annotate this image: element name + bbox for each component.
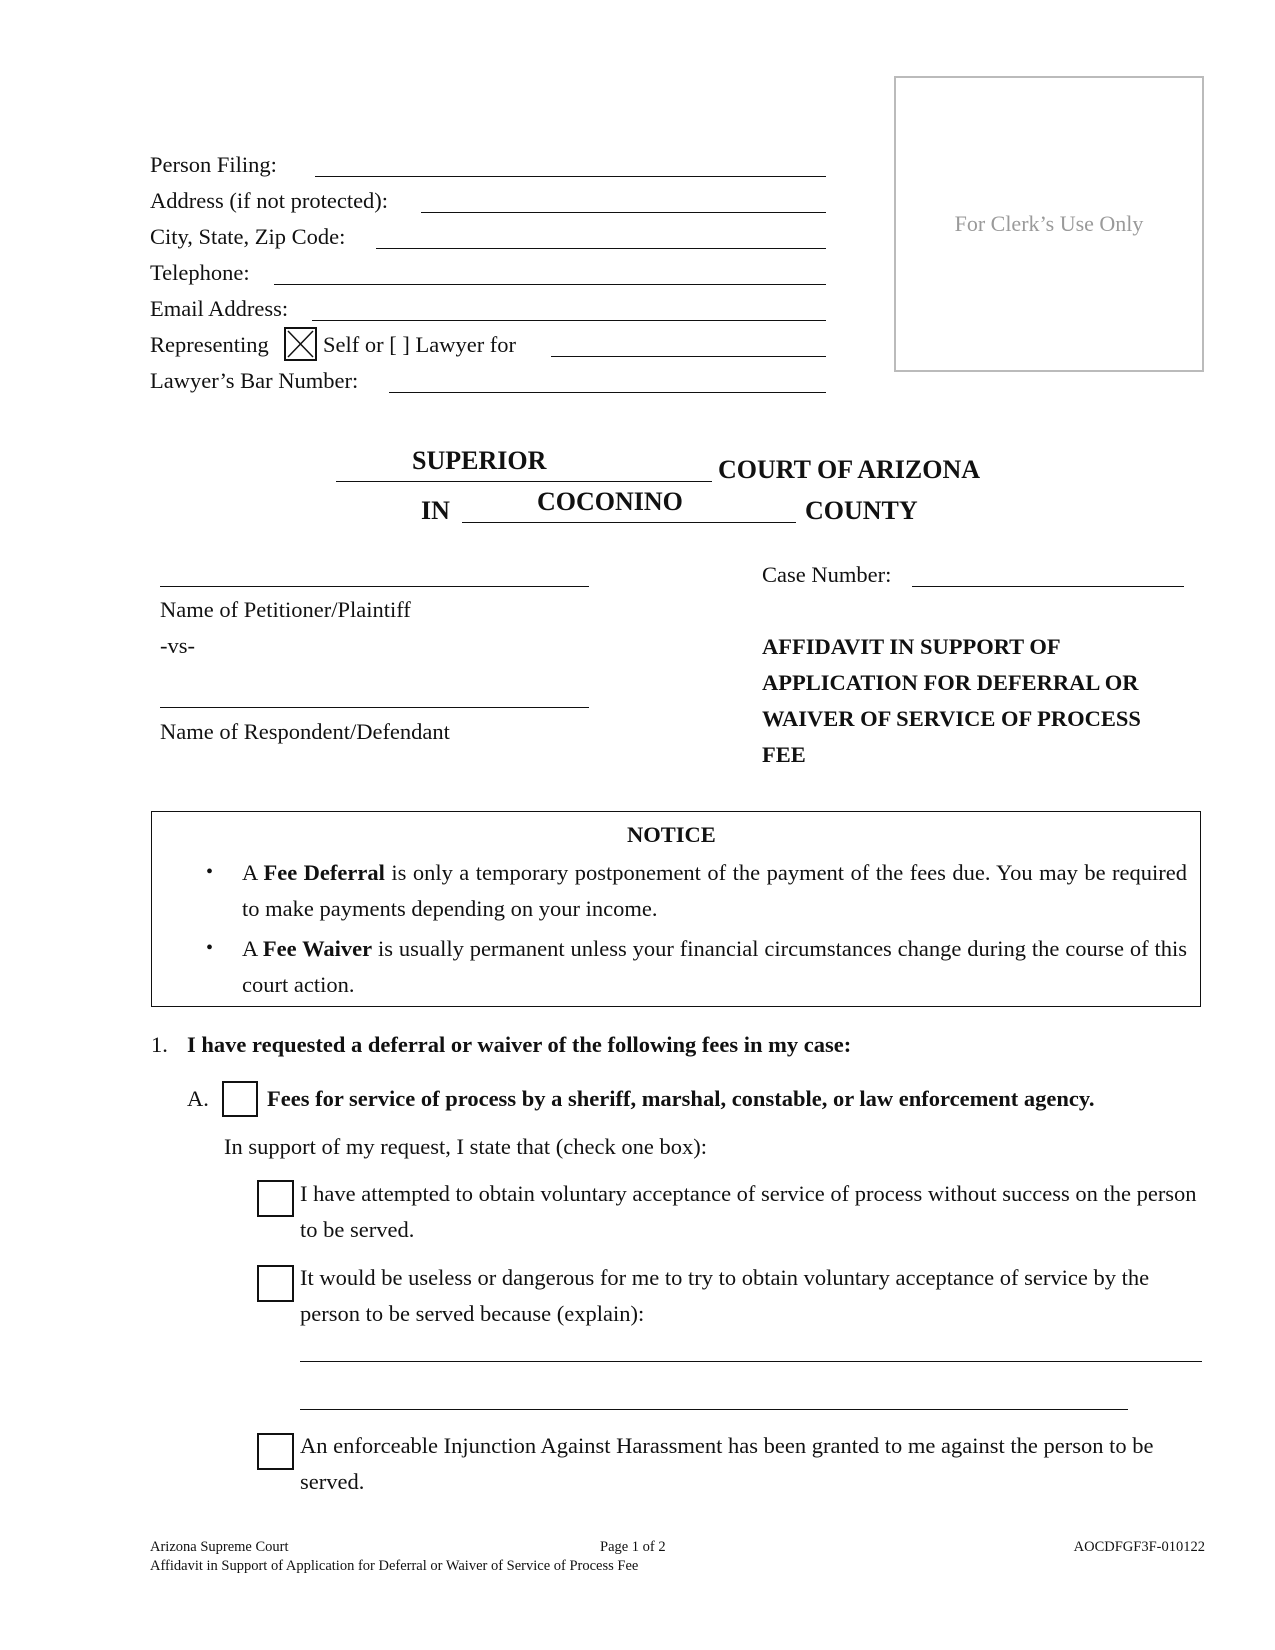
useless-dangerous-text: It would be useless or dangerous for me to try to obtain voluntary acceptance of service by the person to be served because (explain):: [300, 1265, 1150, 1326]
lawyer-for-field[interactable]: [551, 356, 826, 357]
case-number-label: Case Number:: [762, 562, 892, 587]
option-a-label: A.: [187, 1086, 209, 1111]
notice-item-waiver: [242, 931, 1187, 1003]
notice-text: is only a temporary postponement of the payment of the fees due. You may be required to make payments depending on your income.: [242, 860, 1187, 921]
notice-term: Fee Waiver: [262, 936, 373, 961]
notice-text: A: [242, 936, 263, 961]
title-line: FEE: [762, 742, 806, 767]
telephone-label: Telephone:: [150, 260, 250, 285]
city-state-zip-label: City, State, Zip Code:: [150, 224, 346, 249]
respondent-label: Name of Respondent/Defendant: [160, 719, 450, 744]
address-field[interactable]: [421, 212, 826, 213]
title-line: APPLICATION FOR DEFERRAL OR: [762, 670, 1139, 695]
court-name[interactable]: SUPERIOR: [412, 446, 547, 475]
court-name-line: [336, 481, 712, 482]
x-mark-icon: [286, 329, 315, 359]
useless-dangerous-checkbox[interactable]: [257, 1265, 294, 1302]
address-label: Address (if not protected):: [150, 188, 389, 213]
email-field[interactable]: [312, 320, 826, 321]
in-label: IN: [421, 496, 450, 525]
notice-text: is usually permanent unless your financial circumstances change during the course of this court action.: [242, 936, 1187, 997]
explain-field-2[interactable]: [300, 1409, 1128, 1410]
court-suffix: COURT OF ARIZONA: [718, 455, 981, 484]
attempted-service-text: I have attempted to obtain voluntary acceptance of service of process without success on the person to be served.: [300, 1181, 1197, 1242]
support-instructions: In support of my request, I state that (check one box):: [224, 1134, 707, 1159]
case-number-field[interactable]: [912, 586, 1184, 587]
petitioner-label: Name of Petitioner/Plaintiff: [160, 597, 411, 622]
clerk-use-box: [894, 76, 1204, 372]
footer-org: Arizona Supreme Court: [150, 1539, 289, 1555]
footer-page: Page 1 of 2: [600, 1539, 666, 1555]
option-a-text: Fees for service of process by a sheriff, marshal, constable, or law enforcement agency.: [267, 1086, 1095, 1111]
explain-field-1[interactable]: [300, 1361, 1202, 1362]
city-state-zip-field[interactable]: [376, 248, 826, 249]
telephone-field[interactable]: [274, 284, 826, 285]
notice-term: Fee Deferral: [263, 860, 385, 885]
county-suffix: COUNTY: [805, 496, 918, 525]
petitioner-field[interactable]: [160, 586, 589, 587]
county-line: [462, 522, 796, 523]
injunction-checkbox[interactable]: [257, 1433, 294, 1470]
section-number: 1.: [151, 1032, 168, 1057]
email-label: Email Address:: [150, 296, 289, 321]
notice-text: A: [242, 860, 264, 885]
notice-heading: NOTICE: [627, 822, 716, 847]
notice-item-deferral: [242, 855, 1187, 927]
section-heading: I have requested a deferral or waiver of the following fees in my case:: [187, 1032, 852, 1057]
footer-code: AOCDFGF3F-010122: [1073, 1539, 1205, 1555]
title-line: WAIVER OF SERVICE OF PROCESS: [762, 706, 1141, 731]
footer-form-title: Affidavit in Support of Application for Deferral or Waiver of Service of Process Fee: [150, 1558, 639, 1574]
service-fee-checkbox[interactable]: [222, 1081, 258, 1117]
injunction-text: An enforceable Injunction Against Harassment has been granted to me against the person to be served.: [300, 1433, 1154, 1494]
bar-number-field[interactable]: [389, 392, 826, 393]
self-checkbox[interactable]: [284, 327, 317, 361]
self-or-lawyer-label: Self or [ ] Lawyer for: [323, 332, 517, 357]
person-filing-field[interactable]: [315, 176, 826, 177]
respondent-field[interactable]: [160, 707, 589, 708]
clerk-use-label: For Clerk’s Use Only: [954, 211, 1144, 236]
vs-label: -vs-: [160, 633, 195, 658]
bullet-icon: •: [206, 937, 214, 959]
bullet-icon: •: [206, 861, 214, 883]
county-name[interactable]: COCONINO: [537, 487, 683, 516]
representing-label: Representing: [150, 332, 269, 357]
person-filing-label: Person Filing:: [150, 152, 277, 177]
bar-number-label: Lawyer’s Bar Number:: [150, 368, 359, 393]
title-line: AFFIDAVIT IN SUPPORT OF: [762, 634, 1061, 659]
attempted-service-checkbox[interactable]: [257, 1180, 294, 1217]
